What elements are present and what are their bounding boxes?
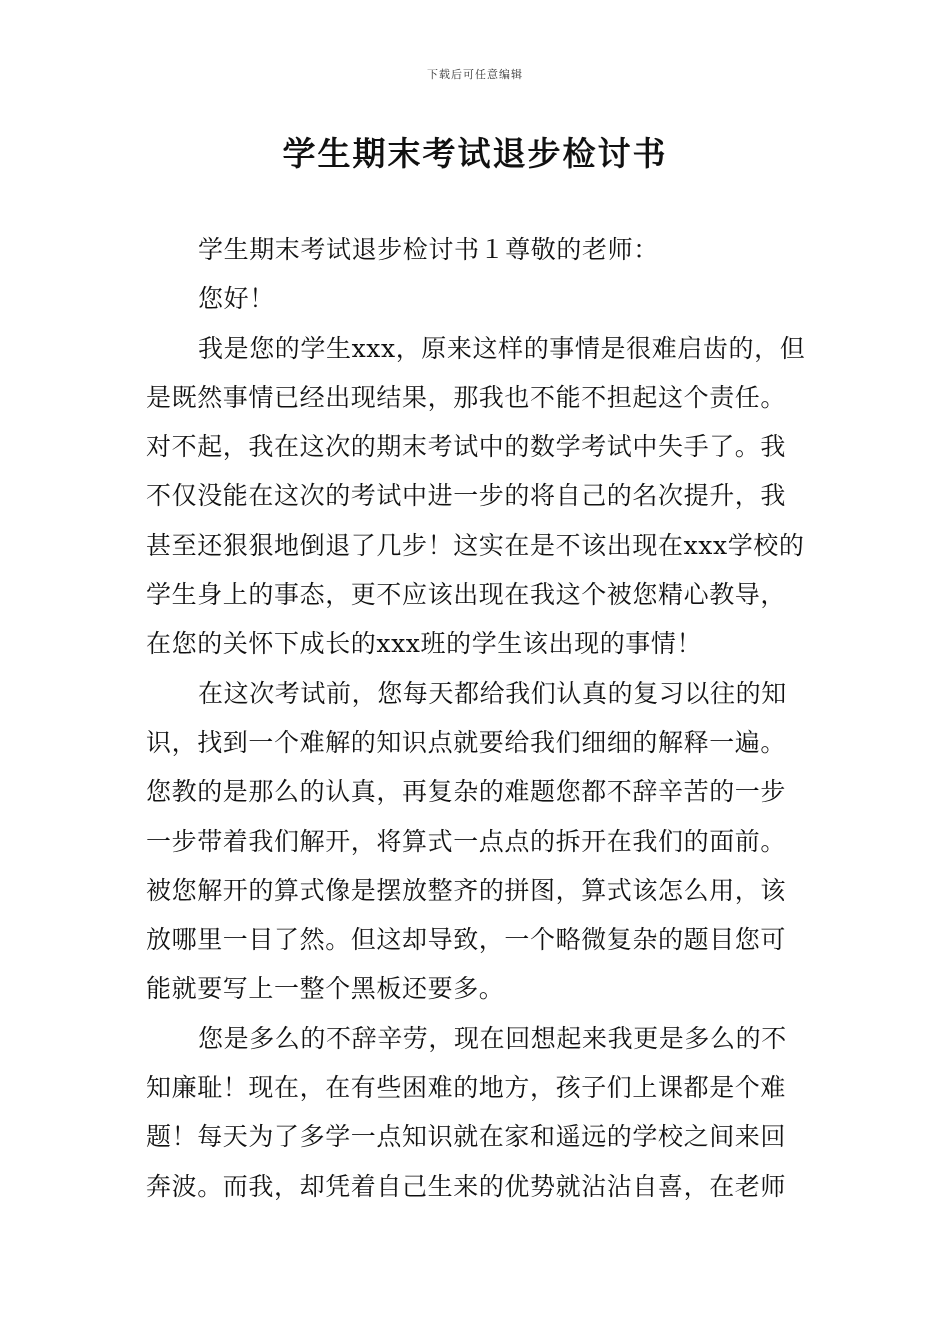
page-title: 学生期末考试退步检讨书 (282, 134, 668, 173)
body-line: 您好！ (198, 284, 275, 314)
body-line: 我是您的学生xxx，原来这样的事情是很难启齿的，但 (198, 333, 806, 363)
document-body (146, 225, 806, 1211)
body-line: 一步带着我们解开，将算式一点点的拆开在我们的面前。 (146, 826, 787, 856)
body-line: 甚至还狠狠地倒退了几步！这实在是不该出现在xxx学校的 (146, 530, 805, 560)
body-line: 您是多么的不辞辛劳，现在回想起来我更是多么的不 (198, 1023, 787, 1053)
body-line: 知廉耻！现在，在有些困难的地方，孩子们上课都是个难 (146, 1073, 787, 1103)
body-line: 学生身上的事态，更不应该出现在我这个被您精心教导， (146, 580, 787, 610)
body-line: 您教的是那么的认真，再复杂的难题您都不辞辛苦的一步 (146, 777, 787, 807)
body-line: 在您的关怀下成长的xxx班的学生该出现的事情！ (146, 629, 703, 659)
body-line: 在这次考试前，您每天都给我们认真的复习以往的知 (198, 678, 787, 708)
body-line: 是既然事情已经出现结果，那我也不能不担起这个责任。 (146, 382, 787, 412)
header-note: 下载后可任意编辑 (427, 68, 523, 81)
body-line: 能就要写上一整个黑板还要多。 (146, 974, 505, 1004)
body-line: 题！每天为了多学一点知识就在家和遥远的学校之间来回 (146, 1122, 787, 1152)
body-line: 被您解开的算式像是摆放整齐的拼图，算式该怎么用，该 (146, 875, 787, 905)
body-line: 学生期末考试退步检讨书１尊敬的老师： (198, 235, 659, 264)
body-line: 放哪里一目了然。但这却导致，一个略微复杂的题目您可 (146, 925, 787, 955)
body-line: 不仅没能在这次的考试中进一步的将自己的名次提升，我 (146, 481, 787, 511)
body-line: 识，找到一个难解的知识点就要给我们细细的解释一遍。 (146, 727, 787, 757)
body-line: 对不起，我在这次的期末考试中的数学考试中失手了。我 (146, 432, 787, 462)
body-line: 奔波。而我，却凭着自己生来的优势就沾沾自喜，在老师 (146, 1171, 787, 1201)
